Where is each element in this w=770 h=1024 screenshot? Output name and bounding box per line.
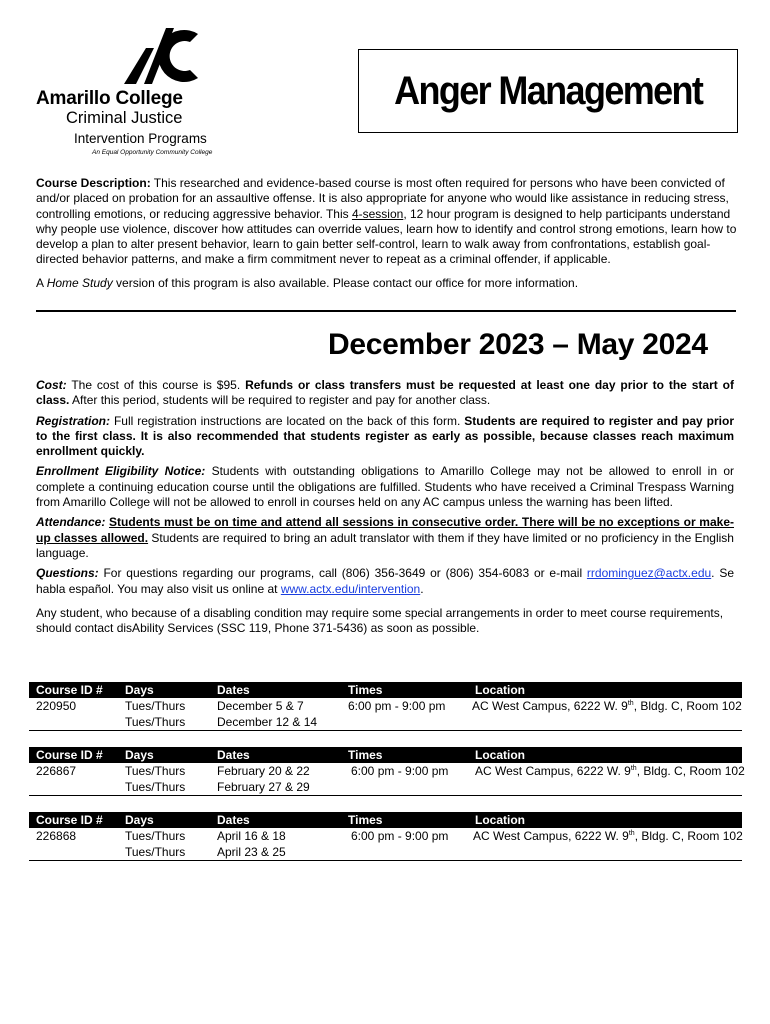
attendance-paragraph: [36, 515, 734, 561]
home-study-italic: Home Study: [46, 275, 113, 290]
course-id: 226868: [36, 829, 77, 843]
course-days: Tues/Thurs: [125, 845, 186, 859]
attendance-bold: Students must be on time and attend all sessions in consecutive order. There will be no exceptions or make-up classes allowed.: [36, 515, 734, 545]
divider: [36, 310, 736, 312]
registration-bold: Students are required to register and pay prior to the first class. It is also recommended that students register as early as possible, because classes reach maximum enrollment quickly.: [36, 413, 734, 459]
header-days: Days: [125, 748, 154, 762]
location-a: AC West Campus, 6222 W. 9: [472, 699, 628, 713]
cost-text: The cost of this course is $95.: [66, 378, 246, 392]
course-days: Tues/Thurs: [125, 764, 186, 778]
questions-text: For questions regarding our programs, call (806) 356-3649 or (806) 354-6083 or e-mail: [98, 566, 587, 581]
logo-tagline: An Equal Opportunity Community College: [92, 149, 213, 156]
eligibility-paragraph: [36, 464, 734, 510]
cost-after: After this period, students will be required to register and pay for another class.: [69, 393, 491, 408]
schedule-header: [29, 747, 742, 763]
cost-refund-notice: Refunds or class transfers must be requested at least one day prior to the start of class.: [36, 378, 734, 408]
table-row: [29, 844, 742, 860]
location-sup: th: [628, 830, 635, 837]
schedule-table: [29, 812, 742, 861]
header-dates: Dates: [217, 748, 250, 762]
course-description: [36, 176, 738, 268]
course-days: Tues/Thurs: [125, 829, 186, 843]
location-b: , Bldg. C, Room 102: [634, 829, 743, 843]
description-text-b: , 12 hour program is designed to help participants understand why people use violence, discover how attitudes can override values, learn how to identify and control strong emotions, learn how to develop a plan to alter present behavior, learn to gain better self-control, learn to walk away from confrontations, establish goal-directed behavior patterns, and make a firm commitment never to repeat as a criminal offender, if applicable.: [36, 206, 737, 267]
table-row: [29, 828, 742, 844]
course-dates: December 5 & 7: [217, 699, 304, 713]
eligibility-label: Enrollment Eligibility Notice:: [36, 464, 206, 479]
header-dates: Dates: [217, 683, 250, 697]
registration-label: Registration:: [36, 413, 111, 428]
course-days: Tues/Thurs: [125, 715, 186, 729]
header-times: Times: [348, 748, 383, 762]
course-days: Tues/Thurs: [125, 780, 186, 794]
logo-name: Amarillo College: [36, 88, 183, 109]
questions-end: .: [420, 581, 424, 596]
header-course-id: Course ID #: [36, 748, 103, 762]
table-row: [29, 763, 745, 779]
home-study-suffix: version of this program is also available. Please contact our office for more information.: [112, 275, 579, 290]
logo-department: Criminal Justice: [66, 109, 183, 127]
course-times: 6:00 pm - 9:00 pm: [351, 764, 449, 778]
intro-section: [36, 176, 738, 291]
home-study-note: [36, 276, 738, 291]
eligibility-text: Students with outstanding obligations to Amarillo College may not be allowed to enroll in or complete a continuing education course until the obligations are fulfilled. Students who have received a Criminal Trespass Warning from Amarillo College will not be allowed to enroll in courses held on any AC campus unless the warning has been lifted.: [36, 464, 734, 510]
header-times: Times: [348, 813, 383, 827]
schedule-header: [29, 682, 742, 698]
location-b: , Bldg. C, Room 102: [636, 764, 745, 778]
course-id: 220950: [36, 699, 77, 713]
course-times: 6:00 pm - 9:00 pm: [351, 829, 449, 843]
header-dates: Dates: [217, 813, 250, 827]
course-dates: February 27 & 29: [217, 780, 310, 794]
header-course-id: Course ID #: [36, 813, 103, 827]
description-text-a: This researched and evidence-based course is most often required for persons who have been convicted of and/or placed on probation for an assaultive offense. It is also appropriate for anyone who would like assistance in reducing stress, controlling emotions, or reducing aggressive behavior. This: [36, 176, 729, 221]
schedule-table: [29, 747, 745, 796]
table-row: [29, 714, 742, 730]
cost-label: Cost:: [36, 378, 67, 392]
disability-notice: Any student, who because of a disabling condition may require some special arrangements in order to meet course requirements, should contact disAbility Services (SSC 119, Phone 371-5436) as soon as possible.: [36, 605, 724, 636]
course-dates: April 23 & 25: [217, 845, 286, 859]
registration-paragraph: [36, 414, 734, 460]
header-days: Days: [125, 683, 154, 697]
course-dates: April 16 & 18: [217, 829, 286, 843]
attendance-text: Students are required to bring an adult translator with them if they have limited or no proficiency in the English language.: [36, 530, 734, 560]
website-link[interactable]: www.actx.edu/intervention: [280, 581, 421, 596]
registration-text: Full registration instructions are located on the back of this form.: [110, 413, 465, 428]
session-count: 4-session: [351, 206, 404, 221]
location-a: AC West Campus, 6222 W. 9: [473, 829, 629, 843]
questions-text2: . Se habla español. You may also visit us online at: [36, 566, 734, 596]
questions-label: Questions:: [36, 566, 99, 581]
course-times: 6:00 pm - 9:00 pm: [348, 699, 446, 713]
logo-program: Intervention Programs: [74, 131, 207, 146]
home-study-prefix: A: [36, 275, 47, 290]
table-row: [29, 779, 742, 795]
course-location: [472, 699, 742, 713]
header-location: Location: [475, 683, 525, 697]
course-dates: December 12 & 14: [217, 715, 318, 729]
location-a: AC West Campus, 6222 W. 9: [475, 764, 631, 778]
location-sup: th: [630, 765, 637, 772]
title-box: [358, 49, 738, 133]
header-location: Location: [475, 748, 525, 762]
course-id: 226867: [36, 764, 77, 778]
date-range: December 2023 – May 2024: [328, 328, 708, 361]
course-days: Tues/Thurs: [125, 699, 186, 713]
description-label: Course Description:: [36, 176, 151, 190]
location-sup: th: [627, 700, 634, 707]
header-location: Location: [475, 813, 525, 827]
schedule-header: [29, 812, 742, 828]
ac-logo-icon: [124, 26, 200, 84]
header-days: Days: [125, 813, 154, 827]
page-title: Anger Management: [393, 68, 703, 113]
table-row: [29, 698, 742, 714]
header-course-id: Course ID #: [36, 683, 103, 697]
schedule-table: [29, 682, 742, 731]
questions-paragraph: [36, 566, 734, 597]
location-b: , Bldg. C, Room 102: [633, 699, 742, 713]
college-logo: [36, 26, 213, 160]
cost-paragraph: [36, 378, 734, 409]
policy-section: [36, 378, 734, 641]
course-dates: February 20 & 22: [217, 764, 310, 778]
course-location: [475, 764, 745, 778]
email-link[interactable]: rrdominguez@actx.edu: [586, 566, 712, 581]
course-location: [473, 829, 743, 843]
header-times: Times: [348, 683, 383, 697]
attendance-label: Attendance:: [36, 515, 106, 530]
